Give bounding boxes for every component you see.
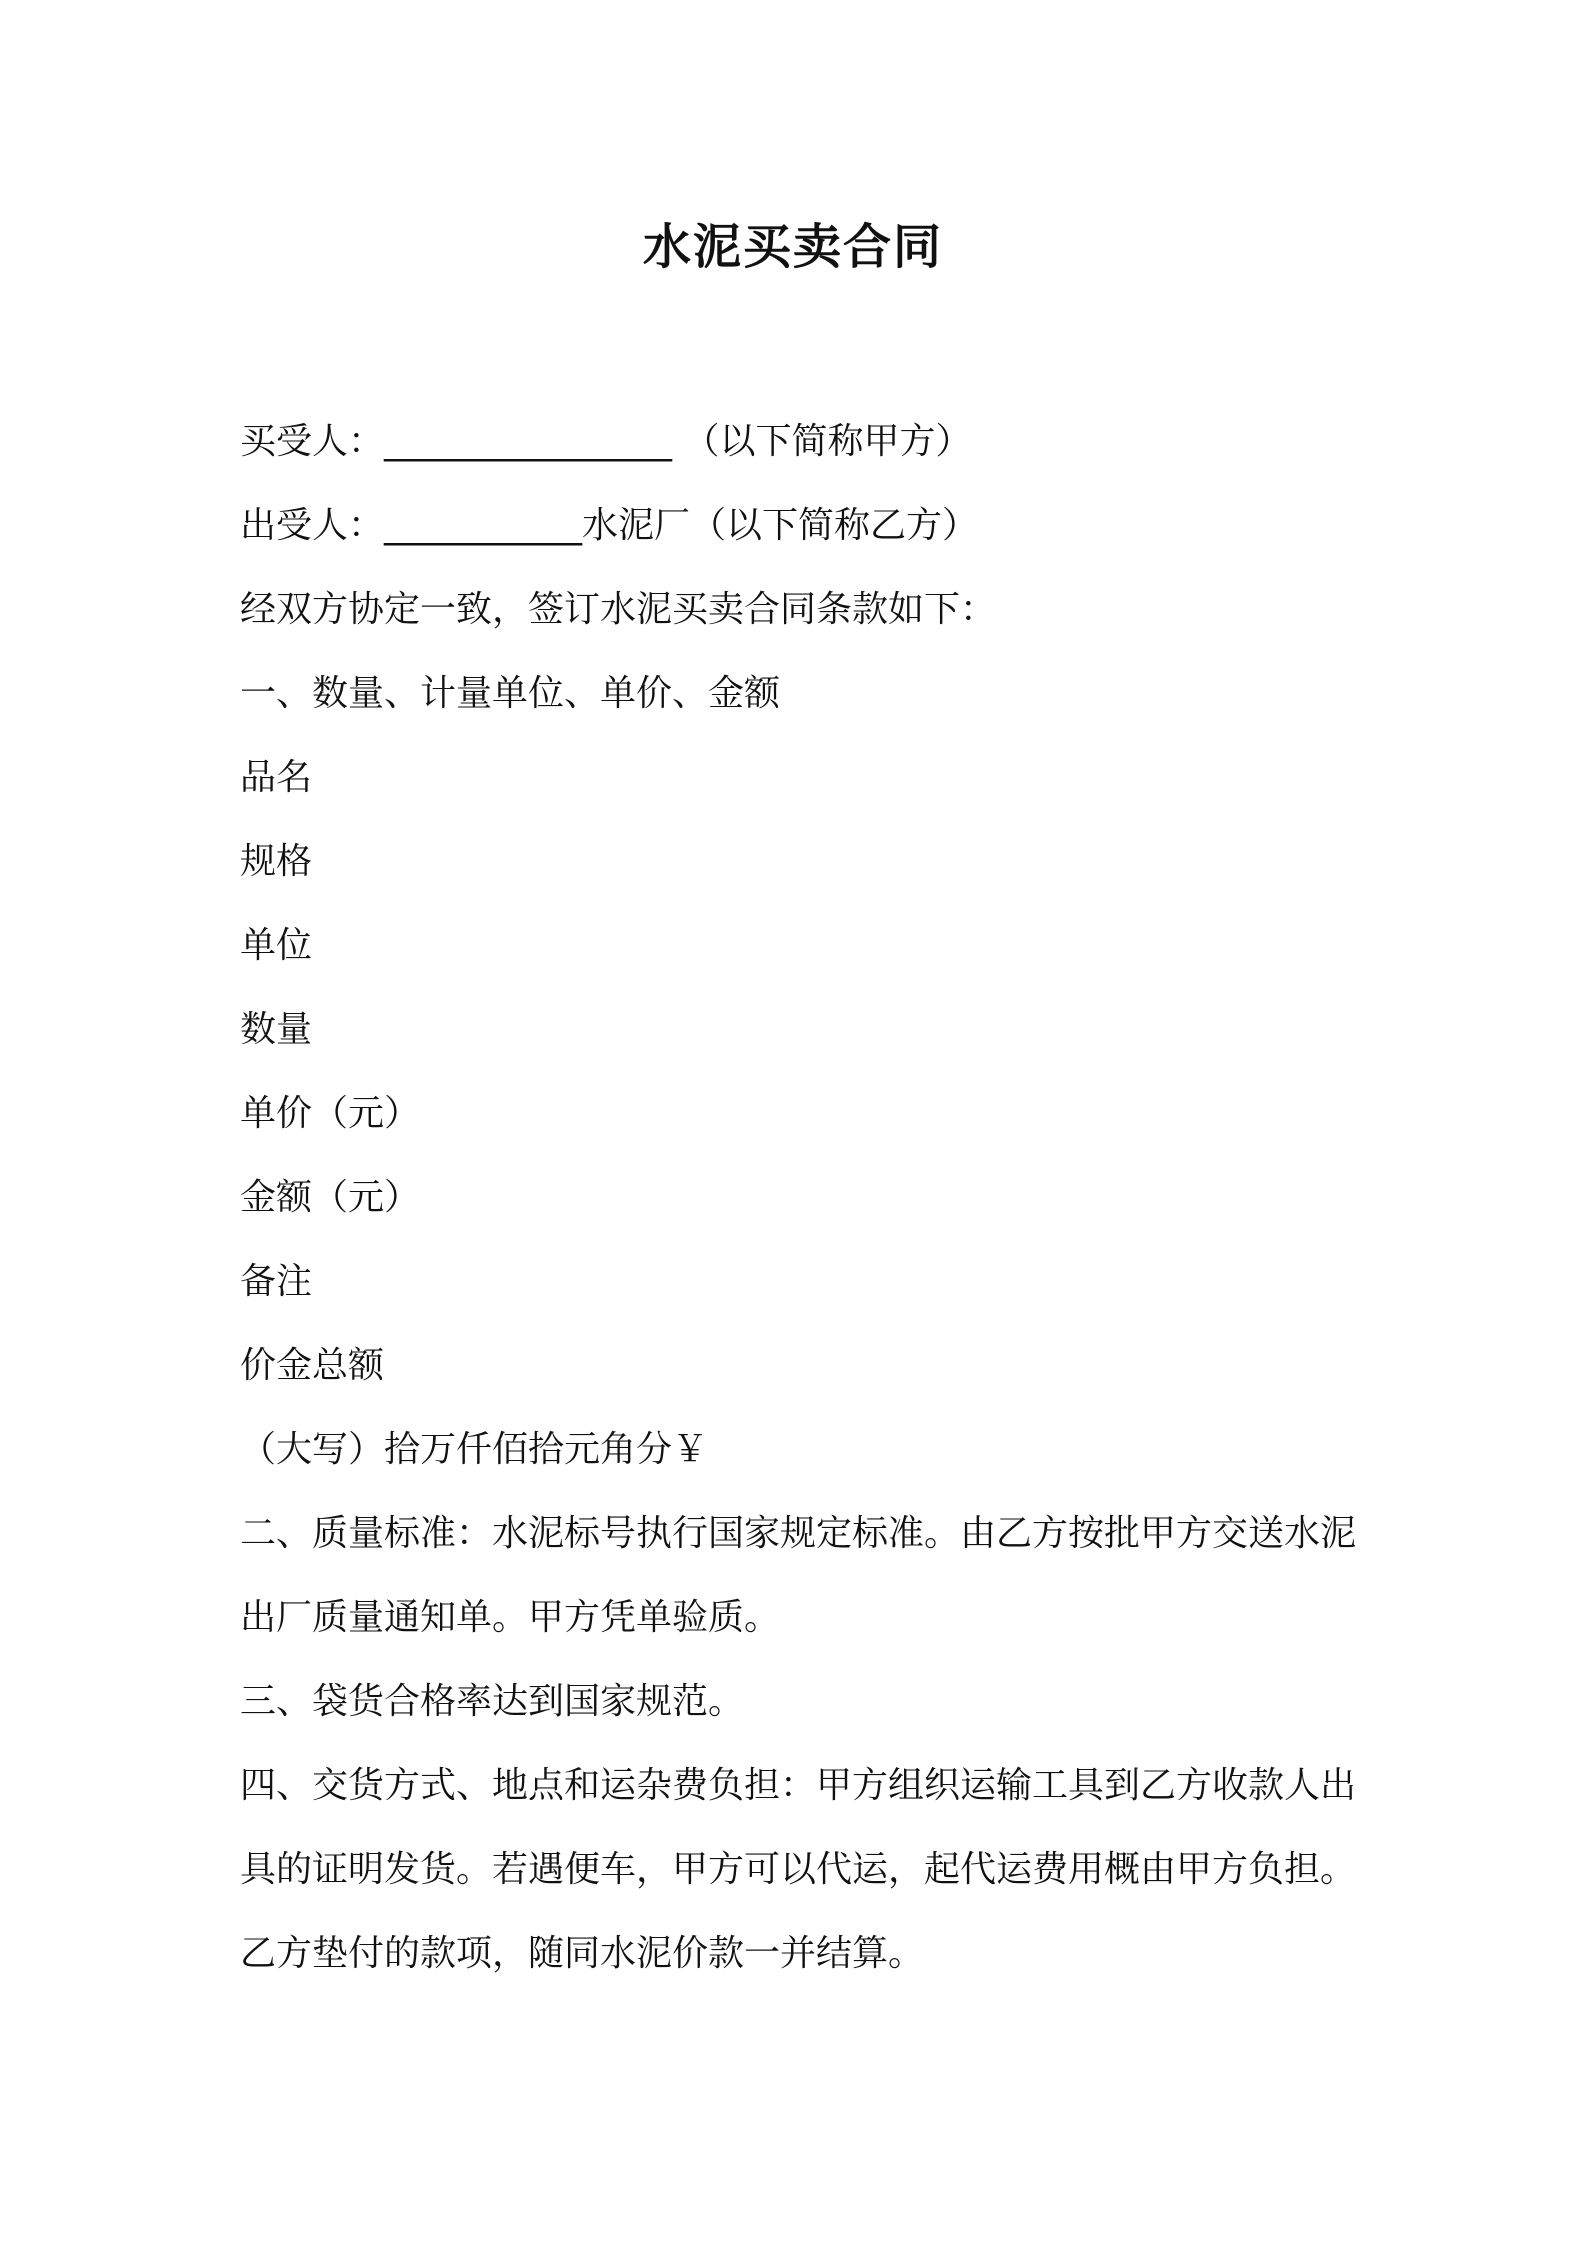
document-title: 水泥买卖合同 [642,219,943,275]
clause-quality-standard: 二、质量标准：水泥标号执行国家规定标准。由乙方按批甲方交送水泥出厂质量通知单。甲方凭单验质。 [240,1513,1357,1638]
seller-line: 出受人：___________水泥厂（以下简称乙方） [240,505,979,546]
field-product-name: 品名 [240,757,313,798]
buyer-line: 买受人：________________ （以下简称甲方） [240,421,972,462]
field-total-in-words: （大写）拾万仟佰拾元角分￥ [240,1429,709,1470]
field-remarks: 备注 [240,1261,313,1302]
clause-delivery-terms: 四、交货方式、地点和运杂费负担：甲方组织运输工具到乙方收款人出具的证明发货。若遇便车，甲方可以代运，起代运费用概由甲方负担。乙方垫付的款项，随同水泥价款一并结算。 [240,1765,1357,1974]
field-unit-price: 单价（元） [240,1093,421,1134]
clause-bag-qualification: 三、袋货合格率达到国家规范。 [240,1681,745,1722]
field-total-price: 价金总额 [240,1345,385,1386]
document-body [240,400,1360,1996]
field-amount: 金额（元） [240,1177,421,1218]
field-unit: 单位 [240,925,313,966]
agreement-intro: 经双方协定一致，签订水泥买卖合同条款如下： [240,589,997,630]
section-1-heading: 一、数量、计量单位、单价、金额 [240,673,781,714]
field-specification: 规格 [240,841,313,882]
field-quantity: 数量 [240,1009,313,1050]
